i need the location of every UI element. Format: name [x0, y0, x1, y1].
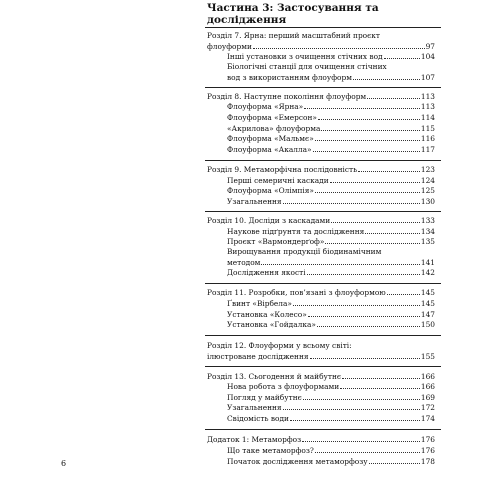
dot-leader: [330, 182, 420, 183]
chapter-title: флоуформи: [207, 42, 252, 51]
page-ref: 117: [420, 145, 435, 154]
part-title-line: Частина 3: Застосування та: [207, 2, 379, 14]
section-divider: [205, 366, 441, 367]
entry-title: Наукове підґрунтя та дослідження: [227, 227, 365, 236]
dot-leader: [340, 388, 420, 389]
toc-entry[interactable]: [227, 382, 435, 391]
dot-leader: [321, 130, 420, 131]
entry-title-line: Вирощування продукції біодинамічним: [227, 247, 382, 256]
toc-entry[interactable]: [227, 186, 435, 195]
dot-leader: [353, 79, 420, 80]
toc-entry[interactable]: [227, 310, 435, 319]
dot-leader: [261, 264, 419, 265]
dot-leader: [358, 171, 420, 172]
toc-entry[interactable]: [227, 124, 435, 133]
entry-title: Флоуформа «Акалла»: [227, 145, 312, 154]
dot-leader: [290, 420, 420, 421]
page-ref: 135: [420, 237, 435, 246]
page-ref: 114: [420, 113, 435, 122]
dot-leader: [331, 222, 420, 223]
entry-title: Інші установки з очищення стічних вод: [227, 52, 383, 61]
toc-entry[interactable]: [227, 227, 435, 236]
chapter-title-line: Розділ 7. Ярна: перший масштабний проєкт: [207, 31, 380, 40]
dot-leader: [303, 399, 420, 400]
dot-leader: [283, 409, 420, 410]
page-ref: 178: [420, 457, 435, 466]
page-ref: 166: [420, 382, 435, 391]
entry-title: Флоуформа «Емерсон»: [227, 113, 317, 122]
entry-title: Початок дослідження метаморфозу: [227, 457, 368, 466]
section-divider: [205, 429, 441, 430]
toc-entry[interactable]: [227, 197, 435, 206]
dot-leader: [384, 58, 420, 59]
page-ref: 104: [420, 52, 435, 61]
entry-title: Узагальнення: [227, 403, 282, 412]
toc-entry[interactable]: [227, 52, 435, 61]
entry-title: Флоуформа «Олімпія»: [227, 186, 314, 195]
section-divider: [205, 27, 441, 28]
page-ref: 133: [420, 216, 435, 225]
chapter-title: Додаток 1: Метаморфоз: [207, 435, 302, 444]
toc-entry[interactable]: [227, 299, 435, 308]
page-ref: 172: [420, 403, 435, 412]
toc-entry[interactable]: [227, 457, 435, 466]
page-ref: 174: [420, 414, 435, 423]
entry-title: Дослідження якості: [227, 268, 306, 277]
dot-leader: [304, 108, 420, 109]
dot-leader: [253, 48, 425, 49]
toc-entry[interactable]: [227, 73, 435, 82]
entry-title: Установка «Колесо»: [227, 310, 307, 319]
page-ref: 115: [420, 124, 435, 133]
chapter-entry[interactable]: [207, 42, 435, 51]
dot-leader: [307, 274, 420, 275]
entry-title: «Акрилова» флоуформа: [227, 124, 321, 133]
entry-title: Флоуформа «Мальмє»: [227, 134, 314, 143]
entry-title: Перші семеричні каскади: [227, 176, 329, 185]
entry-title: Флоуформа «Ярна»: [227, 102, 304, 111]
dot-leader: [318, 119, 420, 120]
chapter-entry[interactable]: [207, 216, 435, 225]
dot-leader: [367, 98, 420, 99]
entry-title: методом: [227, 258, 261, 267]
chapter-title: ілюстроване дослідження: [207, 352, 309, 361]
chapter-entry[interactable]: [207, 352, 435, 361]
toc-entry[interactable]: [227, 145, 435, 154]
toc-entry[interactable]: [227, 268, 435, 277]
dot-leader: [313, 151, 420, 152]
dot-leader: [315, 140, 420, 141]
chapter-entry[interactable]: [207, 165, 435, 174]
chapter-entry[interactable]: [207, 288, 435, 297]
entry-title-line: Біологічні станції для очищення стічних: [227, 62, 387, 71]
dot-leader: [302, 441, 420, 442]
section-divider: [205, 160, 441, 161]
entry-title: Установка «Гойдалка»: [227, 320, 316, 329]
toc-entry[interactable]: [227, 320, 435, 329]
toc-entry[interactable]: [227, 176, 435, 185]
dot-leader: [308, 316, 420, 317]
entry-title: Що таке метаморфоз?: [227, 446, 314, 455]
page-ref: 130: [420, 197, 435, 206]
toc-entry[interactable]: [227, 113, 435, 122]
entry-title: Ґвинт «Вірбела»: [227, 299, 292, 308]
entry-title: вод з використанням флоуформ: [227, 73, 352, 82]
chapter-title: Розділ 10. Досліди з каскадами: [207, 216, 331, 225]
section-divider: [205, 283, 441, 284]
entry-title: Проєкт «Вармондерґоф»: [227, 237, 325, 246]
page-ref: 176: [420, 435, 435, 444]
page-ref: 123: [420, 165, 435, 174]
toc-entry[interactable]: [227, 403, 435, 412]
page-ref: 113: [420, 92, 435, 101]
page-ref: 169: [420, 393, 435, 402]
dot-leader: [342, 378, 420, 379]
dot-leader: [315, 452, 420, 453]
section-divider: [205, 211, 441, 212]
dot-leader: [310, 358, 420, 359]
entry-title: Погляд у майбутнє: [227, 393, 302, 402]
page-ref: 113: [420, 102, 435, 111]
chapter-title: Розділ 11. Розробки, пов’язані з флоуформою: [207, 288, 386, 297]
chapter-title: Розділ 13. Сьогодення й майбутнє: [207, 372, 342, 381]
section-divider: [205, 335, 441, 336]
page-ref: 155: [420, 352, 435, 361]
chapter-title: Розділ 9. Метаморфічна послідовність: [207, 165, 358, 174]
toc-entry[interactable]: [227, 258, 435, 267]
page-ref: 150: [420, 320, 435, 329]
chapter-entry[interactable]: [207, 372, 435, 381]
dot-leader: [283, 203, 420, 204]
dot-leader: [365, 233, 420, 234]
page-ref: 107: [420, 73, 435, 82]
page-ref: 116: [420, 134, 435, 143]
page-ref: 125: [420, 186, 435, 195]
page-ref: 124: [420, 176, 435, 185]
chapter-title-line: Розділ 12. Флоуформи у всьому світі:: [207, 341, 352, 350]
toc-entry[interactable]: [227, 237, 435, 246]
dot-leader: [369, 463, 420, 464]
chapter-entry[interactable]: [207, 92, 435, 101]
chapter-title: Розділ 8. Наступне покоління флоуформ: [207, 92, 367, 101]
toc-entry[interactable]: [227, 102, 435, 111]
page-ref: 142: [420, 268, 435, 277]
page-ref: 97: [425, 42, 435, 51]
page-ref: 145: [420, 299, 435, 308]
section-divider: [205, 87, 441, 88]
entry-title: Свідомість води: [227, 414, 289, 423]
page-ref: 134: [420, 227, 435, 236]
toc-entry[interactable]: [227, 414, 435, 423]
page-ref: 145: [420, 288, 435, 297]
chapter-entry[interactable]: [207, 435, 435, 444]
toc-entry[interactable]: [227, 134, 435, 143]
entry-title: Нова робота з флоуформами: [227, 382, 340, 391]
entry-title: Узагальнення: [227, 197, 282, 206]
page-ref: 141: [420, 258, 435, 267]
dot-leader: [293, 305, 420, 306]
part-title-line: дослідження: [207, 14, 287, 26]
page-number: 6: [61, 459, 67, 468]
toc-entry[interactable]: [227, 393, 435, 402]
page-ref: 166: [420, 372, 435, 381]
page-ref: 147: [420, 310, 435, 319]
dot-leader: [387, 294, 420, 295]
dot-leader: [317, 326, 420, 327]
dot-leader: [315, 192, 420, 193]
dot-leader: [325, 243, 420, 244]
page-ref: 176: [420, 446, 435, 455]
toc-entry[interactable]: [227, 446, 435, 455]
